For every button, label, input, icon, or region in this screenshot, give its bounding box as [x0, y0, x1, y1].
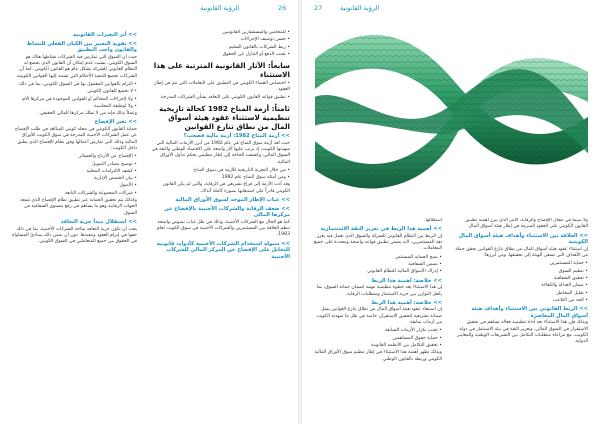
paragraph: إن الربط بين النظام القانوني للشركة والسوق الذي تعمل فيه يعزز ثقة المستثمرين، لأنه يضمن تطبيق قواعد واضحة ومحددة على جميع المعاملات.: [313, 233, 442, 252]
section-subheading: >> تغير الإفصاح: [94, 119, 137, 126]
left-page-number: 26: [278, 4, 287, 12]
section-subheading: >> العلاقة بين الاستثناء وأهداف هيئة أسواق المال الكويتية: [458, 232, 588, 246]
left-outer-column: [12, 30, 137, 420]
bullet-item: • حماية المستثمرين: [454, 261, 588, 267]
bullet-item: • تطبيق قواعد القانون الكويتي على التعاقد بشأن الشركات المدرجة.: [150, 95, 290, 101]
bullet-item: • ومن أمثلة سوق المناخ عام 1982: [150, 175, 290, 181]
section-subheading: >> سيولة استخدام الشركات الأجنبية كأدوات قانونية للتحايل على الإفصاح عن المركز المالي للشركات الأجنبية: [156, 240, 290, 260]
section-subheading: >> خلاصة: أهمية هذا الربط: [371, 277, 442, 284]
bullet-item: • من خلال التجربة التاريخية للأزمة في سوق المناخ: [150, 168, 290, 174]
bullet-item: • ضمان العدالة والكفاءة: [454, 283, 588, 289]
section-subheading: >> تقوية التعبير بين الكيان الفعلي للنشاط والقانون واجب التطبيق: [26, 40, 137, 54]
bullet-list: [12, 82, 137, 110]
bullet-list: [310, 328, 442, 349]
bullet-item: • تنظيم السوق: [454, 269, 588, 275]
bullet-list: [150, 81, 290, 101]
bullet-item: • الأصول: [12, 183, 137, 189]
section-subheading: >> أثر التغيرات القانونية: [73, 32, 137, 38]
left-inner-column: [150, 30, 290, 420]
bullet-item: • بيان الحصص الإدارية: [12, 176, 137, 182]
bullet-item: • ولا لوظيفة المحاسبة.: [12, 104, 137, 110]
bullet-item: • يمنح الحماية للمستثمر: [310, 255, 442, 261]
bullet-item: • حسن توصيف الإجراءات: [150, 37, 290, 43]
paragraph: إن استبعاد عقود هيئة أسواق المال من نطاق تنازع القوانين يمثل ضمانة تشريعية لتحقيق الاستقرار، خاصة في ظل ما شهدته الكويت من أزمات سابقة.: [316, 307, 442, 326]
bullet-item: • لا تخضع للقانون الكويتي: [12, 89, 137, 95]
paragraph: إن هذا الاستثناء يعد خطوة تنظيمية مهمة لضمان حماية السوق، بما يكفل التوازن بين حرية الاستثمار ومتطلبات الرقابة.: [316, 285, 442, 297]
section-subheading: >> خلاصة: أهمية هذا الربط: [371, 299, 442, 306]
bullet-list: [12, 154, 137, 197]
bullet-item: • تجنب تكرار الأزمات السابقة: [310, 328, 442, 334]
paragraph: حماية القانون الكويتي في مجلد كويتي المبالغة في طلب الإفصاح عن عمل الشركات الأجنبية المدرجة في سوق الكويت للأوراق المالية وذلك التي تمارس أعمالها وفق نظام الإفصاح الذي يطبق داخل الكويت:: [14, 127, 137, 151]
page-gutter: [298, 0, 302, 424]
bullet-item: • حماية حقوق المساهمين: [310, 336, 442, 342]
paragraph: إن استثناء عقود هيئة أسواق المال من نطاق تنازع القوانين يحقق جملة من الأهداف التي تسعى الهيئة إلى تحقيقها، ومن أبرزها:: [455, 246, 588, 259]
bullet-item: • الحد من التلاعب: [454, 298, 588, 304]
section-subheading: >> ضعف الرقابة والشركات الأجنبية بالإفصاح عن مركزها المالي: [164, 205, 290, 219]
bullet-item: • ربط الشركات بالقانون السليم: [150, 45, 290, 51]
section-subheading: >> أهمية هذا الربط في تعزيز الثقة الاستثمارية: [320, 226, 442, 233]
paragraph: استقلالها.: [424, 218, 442, 223]
bullet-item: • كشف الالتزامات المحلية: [12, 169, 137, 175]
paragraph: كما هو الحال مع الشركات الأجنبية، وذلك في ظل غياب نصوص واضحة تنظم العلاقة بين المستثمرين والشركات الأجنبية في سوق الكويت لعام 1983.: [156, 219, 290, 238]
bullet-item: • تقليل المخاطر: [454, 291, 588, 297]
bullet-list: [150, 30, 290, 58]
bullet-item: • إدراك الأسواق المالية للنظام القانوني: [310, 269, 442, 275]
paragraph: حيث أن السوق التي تمارس فيه الشركات نشاطها هناك هو السوق الكويتي، بسبب عدم إمكان أن القانون الذي يخضع له النظام القانوني للشركة بشكل عام هو القانون الكويتي، كما أن الشركات تخضع للتنفيذ الأحكام التي تستند إليها القوانين الكويتية.: [15, 54, 137, 79]
section-heading: سابعاً: الآثار القانونية المترتبة على هذا الاستثناء: [153, 61, 290, 80]
bullet-item: • يضمن الشفافية: [310, 262, 442, 268]
bullet-item: • اختصاص القضاء الكويتي في التطبيق على التعاملات التي تتم في إطار العقود.: [150, 81, 290, 94]
bullet-list: [150, 168, 290, 182]
right-outer-column: [454, 218, 588, 420]
green-braided-rope-photo: [315, 12, 588, 212]
paragraph: ولا سيما في مجال الإفصاح والرقابة، الأمر الذي يبرز أهمية تطبيق القانون الكويتي على العقود المبرمة في إطار هيئة أسواق المال.: [465, 218, 588, 230]
section-heading: ثامناً: أزمة المناخ 1982 كحالة تاريخية تنظيمية لاستثناء عقود هيئة أسواق المال من نطاق تنازع القوانين: [159, 104, 290, 132]
bullet-list: [310, 255, 442, 276]
right-inner-column: [310, 218, 442, 420]
paragraph: حيث تُعد أزمة سوق المناخ في عام 1982 من أبرز الأزمات المالية التي شهدتها الكويت، إذ ترتب عليها آثار واسعة على الاقتصاد الوطني والثقة في السوق المالي، وكشفت الحاجة إلى إطار تنظيمي يحكم تداول الأوراق المالية.: [151, 140, 290, 165]
bullet-item: • شركات المجموعة والشركات التابعة: [12, 191, 137, 197]
rope-image: [315, 12, 588, 212]
bullet-item: • التزام بالقوانين المعمول بها في السوق الكويتي، بما في ذلك:: [12, 82, 137, 88]
left-page-header: الرؤية القانونية: [200, 4, 240, 12]
bullet-item: • تجنب الدفع أو التنازل عن الحقوق: [150, 52, 290, 58]
section-subheading: >> غياب الإطار الموحد لسوق الأوراق المالية: [175, 197, 290, 204]
section-subheading: >> أزمة المناخ 1982: أزمة مالية فضحت؟: [183, 133, 290, 140]
paragraph: وكذلك يتم تحقيق الحماية عبر تطبيق نظام الإفصاح الذي تضعه الجهات الرقابية وهو ما يساهم في رفع مستوى الشفافية في السوق.: [20, 198, 137, 216]
bullet-item: • الإفصاح عن الأرباح والخسائر: [12, 154, 137, 160]
section-subheading: >> استقلال مبدأ حرية التعاقد: [60, 218, 137, 225]
section-subheading: >> الربط القانوني بين الاستثناء وأهداف هيئة أسواق المال المعاصرة: [471, 306, 588, 319]
paragraph: وبذلك فإن هذا الاستثناء يعد أداة تنظيمية فعالة تساهم في تحقيق الاستقرار في السوق المالي، وتعزيز الثقة في بيئة الاستثمار في دولة الكويت، مع مراعاة متطلبات التكامل بين التشريعات الوطنية والمعايير الدولية.: [457, 320, 588, 345]
bullet-item: • تحقيق الشفافية: [454, 276, 588, 282]
bullet-item: • توضيح مصادر التمويل: [12, 162, 137, 168]
bullet-item: • تحقيق التكامل بين الأنظمة القانونية: [310, 343, 442, 349]
bullet-list: [454, 261, 588, 304]
right-page-header: الرؤية القانونية: [340, 4, 380, 12]
bullet-item: • للمحامين والمستشارين القانونيين: [150, 30, 290, 36]
paragraph: وقد أدت الأزمة إلى فراغ تشريعي في الرقابة، والتي لم يكن القانون الكويتي قادراً على استيعابها بصورة كاملة آنذاك.: [162, 182, 290, 194]
paragraph: يجب أن تكون حرية التعاقد متاحة للشركات الأجنبية، بما في ذلك حقها في إبرام العقود وتنفيذها، دون أن يمس ذلك بمبادئ المساواة في الحقوق بين جميع المتعاملين في السوق الكويتي.: [12, 226, 137, 245]
right-page-number: 27: [314, 4, 323, 12]
bullet-item: • ولا لإجراءات المحاكم أو القوانين الموجودة في مركزها الأم.: [12, 97, 137, 103]
paragraph: وعملاً بذلك فإنه من لا تملك مركزها المالي الحقيقي.: [38, 111, 137, 117]
paragraph: وبذلك تظهر أهمية هذا الاستثناء في إطار تنظيم سوق الأوراق المالية الكويتي وربطه بالقانون الوطني.: [314, 350, 442, 362]
